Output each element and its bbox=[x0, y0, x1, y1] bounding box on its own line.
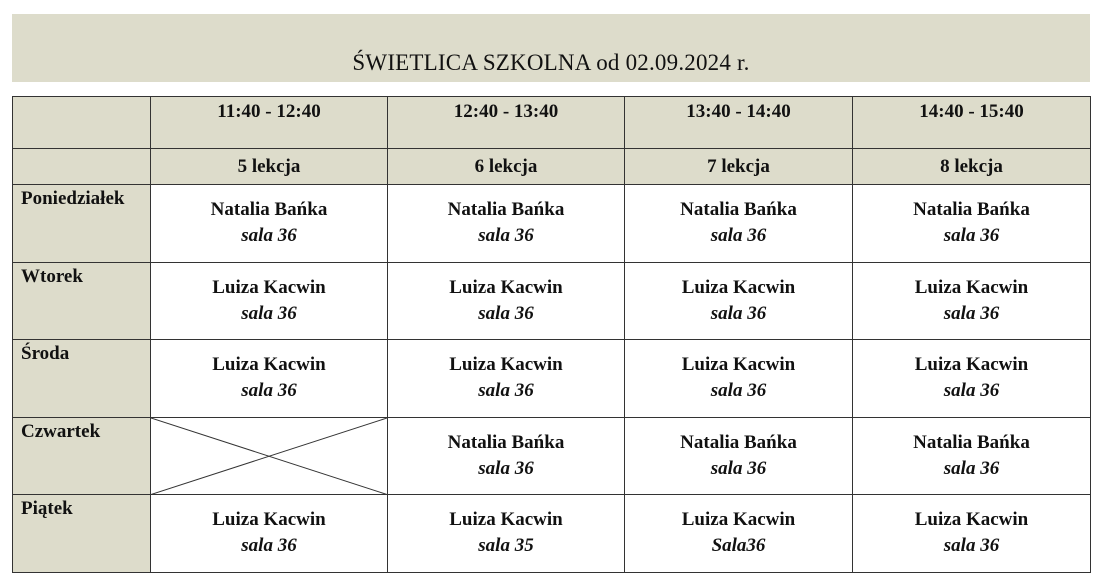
day-row-thursday bbox=[13, 417, 1091, 495]
schedule-slot bbox=[853, 185, 1091, 263]
teacher-name: Natalia Bańka bbox=[447, 199, 565, 221]
page-title: ŚWIETLICA SZKOLNA od 02.09.2024 r. bbox=[352, 50, 750, 75]
time-header-cell: 12:40 - 13:40 bbox=[388, 97, 625, 149]
room-label: sala 36 bbox=[241, 302, 297, 324]
corner-cell bbox=[13, 149, 151, 185]
schedule-slot bbox=[151, 185, 388, 263]
schedule-slot bbox=[625, 495, 853, 573]
day-label: Czwartek bbox=[13, 417, 151, 495]
teacher-name: Luiza Kacwin bbox=[449, 276, 563, 298]
schedule-slot bbox=[625, 417, 853, 495]
schedule-slot bbox=[853, 340, 1091, 418]
room-label: sala 36 bbox=[710, 457, 767, 479]
teacher-name: Natalia Bańka bbox=[913, 431, 1030, 453]
room-label: sala 35 bbox=[478, 535, 534, 557]
lesson-header-cell: 6 lekcja bbox=[388, 149, 625, 185]
schedule-slot bbox=[388, 340, 625, 418]
day-label: Środa bbox=[13, 340, 151, 418]
room-label: sala 36 bbox=[478, 225, 534, 247]
lesson-header-cell: 5 lekcja bbox=[151, 149, 388, 185]
schedule-slot bbox=[853, 262, 1091, 340]
room-label: sala 36 bbox=[241, 380, 297, 402]
room-label: Sala36 bbox=[711, 535, 766, 557]
teacher-name: Luiza Kacwin bbox=[681, 509, 796, 531]
time-header-cell: 11:40 - 12:40 bbox=[151, 97, 388, 149]
schedule-slot bbox=[388, 262, 625, 340]
day-label: Piątek bbox=[13, 495, 151, 573]
teacher-name: Luiza Kacwin bbox=[212, 509, 326, 531]
teacher-name: Natalia Bańka bbox=[447, 431, 565, 453]
room-label: sala 36 bbox=[241, 535, 297, 557]
schedule-slot bbox=[151, 262, 388, 340]
room-label: sala 36 bbox=[943, 457, 1000, 479]
room-label: sala 36 bbox=[943, 535, 1000, 557]
corner-cell bbox=[13, 97, 151, 149]
room-label: sala 36 bbox=[478, 380, 534, 402]
lesson-header-row bbox=[13, 149, 1091, 185]
room-label: sala 36 bbox=[943, 380, 1000, 402]
room-label: sala 36 bbox=[710, 302, 767, 324]
teacher-name: Luiza Kacwin bbox=[914, 276, 1029, 298]
lesson-header-cell: 8 lekcja bbox=[853, 149, 1091, 185]
cross-mark-icon bbox=[151, 418, 387, 495]
schedule-slot bbox=[625, 262, 853, 340]
room-label: sala 36 bbox=[478, 457, 534, 479]
day-label: Poniedziałek bbox=[13, 185, 151, 263]
empty-slot-cross bbox=[151, 417, 388, 495]
schedule-slot bbox=[151, 495, 388, 573]
schedule-slot bbox=[388, 495, 625, 573]
room-label: sala 36 bbox=[710, 380, 767, 402]
teacher-name: Luiza Kacwin bbox=[449, 354, 563, 376]
schedule-slot bbox=[625, 340, 853, 418]
schedule-slot bbox=[388, 185, 625, 263]
day-row-tuesday bbox=[13, 262, 1091, 340]
teacher-name: Luiza Kacwin bbox=[449, 509, 563, 531]
schedule-slot bbox=[625, 185, 853, 263]
schedule-slot bbox=[388, 417, 625, 495]
room-label: sala 36 bbox=[241, 225, 297, 247]
room-label: sala 36 bbox=[943, 225, 1000, 247]
teacher-name: Luiza Kacwin bbox=[212, 276, 326, 298]
teacher-name: Natalia Bańka bbox=[680, 431, 797, 453]
teacher-name: Natalia Bańka bbox=[680, 199, 797, 221]
room-label: sala 36 bbox=[710, 225, 767, 247]
teacher-name: Luiza Kacwin bbox=[914, 509, 1029, 531]
day-label: Wtorek bbox=[13, 262, 151, 340]
teacher-name: Luiza Kacwin bbox=[914, 354, 1029, 376]
day-row-monday bbox=[13, 185, 1091, 263]
teacher-name: Luiza Kacwin bbox=[681, 276, 796, 298]
schedule-slot bbox=[853, 495, 1091, 573]
schedule-table bbox=[12, 96, 1091, 573]
time-header-cell: 13:40 - 14:40 bbox=[625, 97, 853, 149]
title-bar bbox=[12, 14, 1090, 82]
time-header-row bbox=[13, 97, 1091, 149]
teacher-name: Natalia Bańka bbox=[210, 199, 328, 221]
day-row-wednesday bbox=[13, 340, 1091, 418]
teacher-name: Natalia Bańka bbox=[913, 199, 1030, 221]
teacher-name: Luiza Kacwin bbox=[212, 354, 326, 376]
time-header-cell: 14:40 - 15:40 bbox=[853, 97, 1091, 149]
room-label: sala 36 bbox=[943, 302, 1000, 324]
schedule-slot bbox=[853, 417, 1091, 495]
lesson-header-cell: 7 lekcja bbox=[625, 149, 853, 185]
schedule-slot bbox=[151, 340, 388, 418]
room-label: sala 36 bbox=[478, 302, 534, 324]
teacher-name: Luiza Kacwin bbox=[681, 354, 796, 376]
day-row-friday bbox=[13, 495, 1091, 573]
